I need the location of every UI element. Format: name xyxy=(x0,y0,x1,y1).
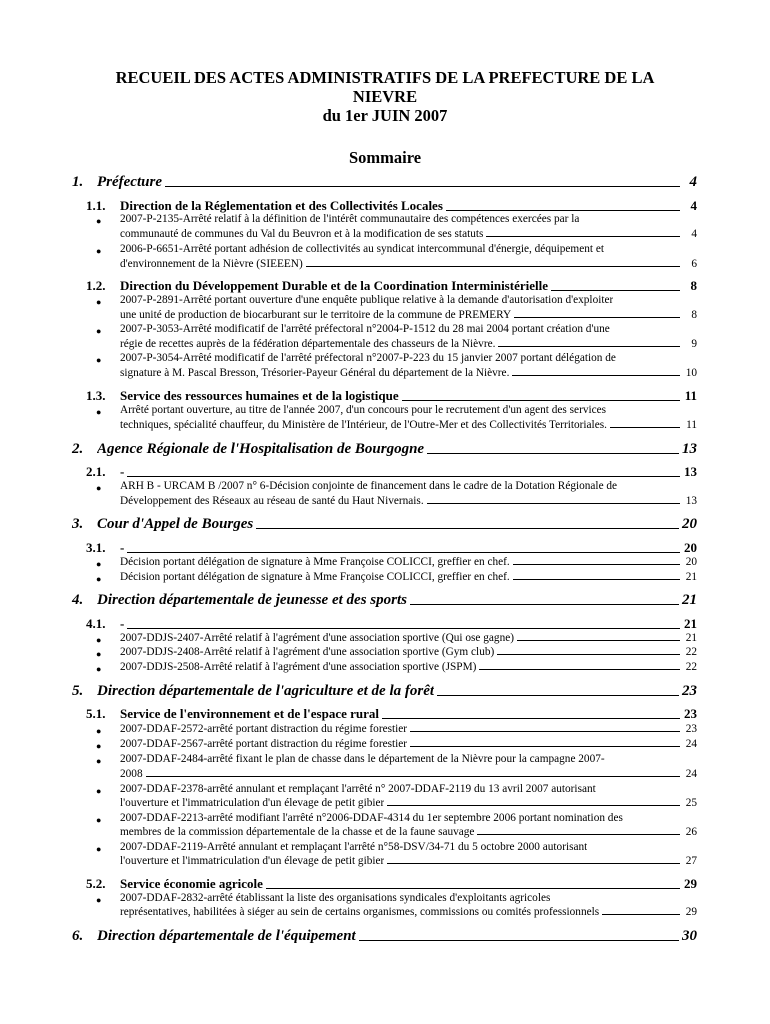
toc-subsection-1-3[interactable]: 1.3. Service des ressources humaines et de la logistique 11 xyxy=(86,388,697,403)
toc-section-6[interactable]: 6. Direction départementale de l'équipement 30 xyxy=(72,928,697,944)
toc-entry[interactable]: 2007-DDAF-2213-arrêté modifiant l'arrêté n°2006-DDAF-4314 du 1er septembre 2006 portant nomination des xyxy=(120,812,623,824)
toc-subsection-5-2[interactable]: 5.2. Service économie agricole 29 xyxy=(86,876,697,891)
toc-subsection-1-1[interactable]: 1.1. Direction de la Réglementation et des Collectivités Locales 4 xyxy=(86,198,697,213)
toc-entry-cont[interactable]: l'ouverture et l'immatriculation d'un élevage de petit gibier 25 xyxy=(120,797,697,809)
toc-entry[interactable]: 2007-DDAF-2119-Arrêté annulant et remplaçant l'arrêté n°58-DSV/34-71 du 5 octobre 2000 autorisant xyxy=(120,841,588,853)
toc-section-2[interactable]: 2. Agence Régionale de l'Hospitalisation de Bourgogne 13 xyxy=(72,441,697,457)
toc-entry-cont[interactable]: membres de la commission départementale de la chasse et de la faune sauvage 26 xyxy=(120,826,697,838)
toc-entry[interactable]: 2007-DDAF-2567-arrêté portant distraction du régime forestier 24 xyxy=(120,738,697,750)
title-line-3: du 1er JUIN 2007 xyxy=(322,106,448,125)
toc-entry[interactable]: 2007-P-3053-Arrêté modificatif de l'arrêté préfectoral n°2004-P-1512 du 28 mai 2004 portant création d'une xyxy=(120,323,610,335)
toc-entry[interactable]: Arrêté portant ouverture, au titre de l'année 2007, d'un concours pour le recrutement d'un agent des services xyxy=(120,404,607,416)
toc-entry-cont[interactable]: l'ouverture et l'immatriculation d'un élevage de petit gibier 27 xyxy=(120,855,697,867)
toc-entry[interactable]: 2007-DDAF-2484-arrêté fixant le plan de chasse dans le département de la Nièvre pour la campagne 2007- xyxy=(120,753,605,765)
title-line-1: RECUEIL DES ACTES ADMINISTRATIFS DE LA PREFECTURE DE LA xyxy=(115,68,655,87)
toc-section-5[interactable]: 5. Direction départementale de l'agriculture et de la forêt 23 xyxy=(72,683,697,699)
toc-entry-cont[interactable]: communauté de communes du Val du Beuvron et à la modification de ses statuts 4 xyxy=(120,228,697,240)
toc-entry-cont[interactable]: une unité de production de biocarburant sur le territoire de la commune de PREMERY 8 xyxy=(120,309,697,321)
toc-entry[interactable]: 2007-DDJS-2508-Arrêté relatif à l'agrément d'une association sportive (JSPM) 22 xyxy=(120,661,697,673)
toc-entry[interactable]: Décision portant délégation de signature à Mme Françoise COLICCI, greffier en chef. 20 xyxy=(120,556,697,568)
toc-subsection-3-1[interactable]: 3.1. - 20 xyxy=(86,540,697,555)
toc-entry-cont[interactable]: d'environnement de la Nièvre (SIEEEN) 6 xyxy=(120,258,697,270)
toc-entry-cont[interactable]: signature à M. Pascal Bresson, Trésorier-Payeur Général du département de la Nièvre. 10 xyxy=(120,367,697,379)
toc-entry-cont[interactable]: 2008 24 xyxy=(120,768,697,780)
title-line-2: NIEVRE xyxy=(352,87,418,106)
toc-entry[interactable]: 2007-P-2135-Arrêté relatif à la définition de l'intérêt communautaire des compétences exercées par la xyxy=(120,213,580,225)
toc-entry[interactable]: 2007-P-2891-Arrêté portant ouverture d'une enquête publique relative à la demande d'autorisation d'exploiter xyxy=(120,294,614,306)
toc-entry[interactable]: 2007-DDAF-2378-arrêté annulant et remplaçant l'arrêté n° 2007-DDAF-2119 du 13 avril 2007 autorisant xyxy=(120,783,596,795)
document-title xyxy=(60,68,710,125)
document-page: RECUEIL DES ACTES ADMINISTRATIFS DE LA PREFECTURE DE LA NIEVRE du 1er JUIN 2007 Sommaire 1. Préfecture 4 1.1. Direction de la Réglementation et des Collectivités Locales 4 ● 2007-P-2135-Arrêté relatif à la définition de l'intérêt communautaire des compétences exercées par la communauté de communes du Val du Beuvron et à la modification de ses statuts 4 ● 2006-P-6651-Arrêté portant adhésion de collectivités au syndicat intercommunal d'énergie, déquipement et d'environnement de la Nièvre (SIEEEN) 6 1.2. Direction du Développement Durable et de la Coordination Interministérielle 8 ● 2007-P-2891-Arrêté portant ouverture d'une enquête publique relative à la demande d'autorisation d'exploiter une unité de production de biocarburant sur le territoire de la commune de PREMERY 8 ● 2007-P-3053-Arrêté modificatif de l'arrêté préfectoral n°2004-P-1512 du 28 mai 2004 portant création d'une régie de recettes auprès de la fédération départementale des chasseurs de la Nièvre. 9 ● 2007-P-3054-Arrêté modificatif de l'arrêté préfectoral n°2007-P-223 du 15 janvier 2007 portant délégation de signature à M. Pascal Bresson, Trésorier-Payeur Général du département de la Nièvre. 10 1.3. Service des ressources humaines et de la logistique 11 ● Arrêté portant ouverture, au titre de l'année 2007, d'un concours pour le recrutement d'un agent des services techniques, spécialité chauffeur, du Ministère de l'Intérieur, de l'Outre-Mer et des Collectivités Territoriales. 11 2. Agence Régionale de l'Hospitalisation de Bourgogne 13 2.1. - 13 ● ARH B - URCAM B /2007 n° 6-Décision conjointe de financement dans le cadre de la Dotation Régionale de Développement des Réseaux au réseau de santé du Haut Nivernais. 13 3. Cour d'Appel de Bourges 20 3.1. - 20 ● Décision portant délégation de signature à Mme Françoise COLICCI, greffier en chef. 20 ● Décision portant délégation de signature à Mme Françoise COLICCI, greffier en chef. 21 4. Direction départementale de jeunesse et des sports 21 4.1. - 21 ● 2007-DDJS-2407-Arrêté relatif à l'agrément d'une association sportive (Qui ose gagne) 21 ● 2007-DDJS-2408-Arrêté relatif à l'agrément d'une association sportive (Gym club) 22 ● 2007-DDJS-2508-Arrêté relatif à l'agrément d'une association sportive (JSPM) 22 5. Direction départementale de l'agriculture et de la forêt 23 5.1. Service de l'environnement et de l'espace rural 23 ● 2007-DDAF-2572-arrêté portant distraction du régime forestier 23 ● 2007-DDAF-2567-arrêté portant distraction du régime forestier 24 ● 2007-DDAF-2484-arrêté fixant le plan de chasse dans le département de la Nièvre pour la campagne 2007- 2008 24 ● 2007-DDAF-2378-arrêté annulant et remplaçant l'arrêté n° 2007-DDAF-2119 du 13 avril 2007 autorisant l'ouverture et l'immatriculation d'un élevage de petit gibier 25 ● 2007-DDAF-2213-arrêté modifiant l'arrêté n°2006-DDAF-4314 du 1er septembre 2006 portant nomination des membres de la commission départementale de la chasse et de la faune sauvage 26 ● 2007-DDAF-2119-Arrêté annulant et remplaçant l'arrêté n°58-DSV/34-71 du 5 octobre 2000 autorisant l'ouverture et l'immatriculation d'un élevage de petit gibier 27 5.2. Service économie agricole 29 ● 2007-DDAF-2832-arrêté établissant la liste des organisations syndicales d'exploitants agricoles représentatives, habilitées à siéger au sein de certains organismes, commissions ou comités professionnels 29 6. Direction départementale de l'équipement 30 xyxy=(0,0,770,1024)
toc-entry[interactable]: 2007-DDAF-2832-arrêté établissant la liste des organisations syndicales d'exploitants agricoles xyxy=(120,892,551,904)
sommaire-heading: Sommaire xyxy=(348,148,422,167)
toc-subsection-1-2[interactable]: 1.2. Direction du Développement Durable et de la Coordination Interministérielle 8 xyxy=(86,278,697,293)
toc-entry[interactable]: Décision portant délégation de signature à Mme Françoise COLICCI, greffier en chef. 21 xyxy=(120,571,697,583)
toc-entry[interactable]: 2007-DDAF-2572-arrêté portant distraction du régime forestier 23 xyxy=(120,723,697,735)
toc-section-4[interactable]: 4. Direction départementale de jeunesse et des sports 21 xyxy=(72,592,697,608)
toc-entry[interactable]: 2007-DDJS-2408-Arrêté relatif à l'agrément d'une association sportive (Gym club) 22 xyxy=(120,646,697,658)
toc-entry-cont[interactable]: Développement des Réseaux au réseau de santé du Haut Nivernais. 13 xyxy=(120,495,697,507)
toc-entry-cont[interactable]: représentatives, habilitées à siéger au sein de certains organismes, commissions ou comités professionnels 29 xyxy=(120,906,697,918)
toc-section-1[interactable]: 1. Préfecture 4 xyxy=(72,174,697,190)
toc-entry-cont[interactable]: régie de recettes auprès de la fédération départementale des chasseurs de la Nièvre. 9 xyxy=(120,338,697,350)
toc-entry-cont[interactable]: techniques, spécialité chauffeur, du Ministère de l'Intérieur, de l'Outre-Mer et des Collectivités Territoriales. 11 xyxy=(120,419,697,431)
toc-subsection-2-1[interactable]: 2.1. - 13 xyxy=(86,464,697,479)
toc-entry[interactable]: ARH B - URCAM B /2007 n° 6-Décision conjointe de financement dans le cadre de la Dotation Régionale de xyxy=(120,480,618,492)
toc-subsection-5-1[interactable]: 5.1. Service de l'environnement et de l'espace rural 23 xyxy=(86,706,697,721)
toc-entry[interactable]: 2006-P-6651-Arrêté portant adhésion de collectivités au syndicat intercommunal d'énergie, déquipement et xyxy=(120,243,604,255)
toc-entry[interactable]: 2007-DDJS-2407-Arrêté relatif à l'agrément d'une association sportive (Qui ose gagne) 21 xyxy=(120,632,697,644)
toc-subsection-4-1[interactable]: 4.1. - 21 xyxy=(86,616,697,631)
toc-section-3[interactable]: 3. Cour d'Appel de Bourges 20 xyxy=(72,516,697,532)
toc-entry[interactable]: 2007-P-3054-Arrêté modificatif de l'arrêté préfectoral n°2007-P-223 du 15 janvier 2007 portant délégation de xyxy=(120,352,616,364)
